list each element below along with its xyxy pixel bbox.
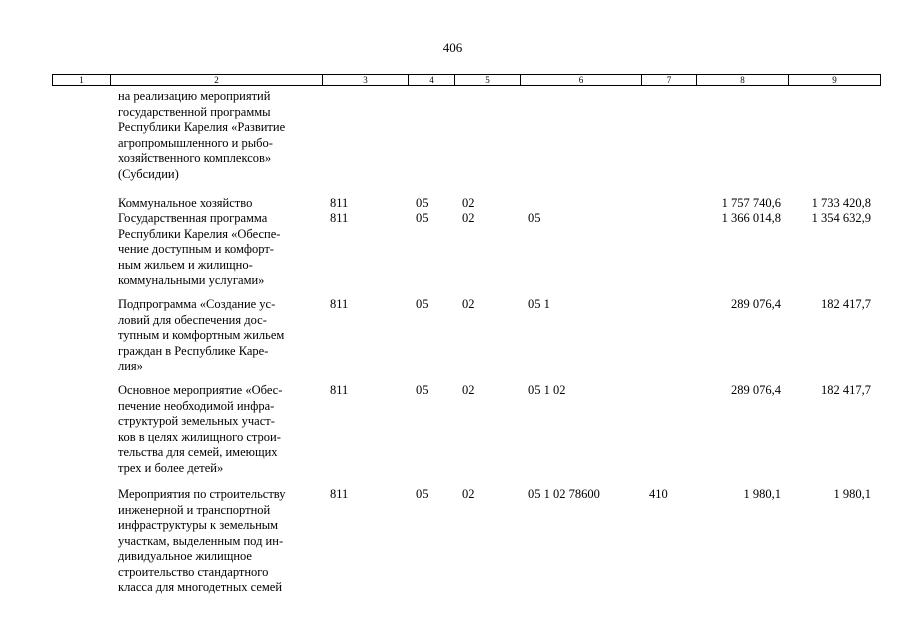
amount-col-9: 1 354 632,9 — [811, 211, 871, 225]
ministry-code: 811 — [330, 211, 349, 225]
ministry-code: 811 — [330, 297, 349, 311]
description-line: чение доступным и комфорт- — [118, 242, 274, 256]
amount-col-8: 1 757 740,6 — [721, 196, 781, 210]
header-col-6: 6 — [521, 75, 642, 86]
description-line: структурой земельных участ- — [118, 414, 275, 428]
subsection-code: 02 — [462, 196, 475, 210]
target-article-code: 05 1 02 78600 — [528, 487, 600, 501]
header-col-9: 9 — [789, 75, 881, 86]
amount-col-9: 182 417,7 — [821, 297, 871, 311]
target-article-code: 05 1 02 — [528, 383, 566, 397]
row-description — [118, 89, 328, 182]
description-line: Государственная программа — [118, 211, 268, 225]
description-line: лия» — [118, 359, 143, 373]
description-line: ловий для обеспечения дос- — [118, 312, 267, 327]
header-col-8: 8 — [697, 75, 789, 86]
description-line: инженерной и транспортной — [118, 502, 271, 517]
section-code: 05 — [416, 297, 429, 311]
target-article-code: 05 1 — [528, 297, 550, 311]
description-line: строительство стандартного — [118, 564, 269, 579]
target-article-code: 05 — [528, 211, 541, 225]
description-line: агропромышленного и рыбо- — [118, 135, 273, 150]
header-col-3: 3 — [323, 75, 409, 86]
header-col-1: 1 — [53, 75, 111, 86]
description-line: Подпрограмма «Создание ус- — [118, 297, 276, 311]
description-line: ков в целях жилищного строи- — [118, 429, 281, 444]
subsection-code: 02 — [462, 211, 475, 225]
description-line: класса для многодетных семей — [118, 580, 283, 594]
amount-col-8: 1 366 014,8 — [721, 211, 781, 225]
section-code: 05 — [416, 196, 429, 210]
description-line: дивидуальное жилищное — [118, 549, 252, 563]
description-line: (Субсидии) — [118, 166, 179, 181]
amount-col-8: 289 076,4 — [731, 383, 781, 397]
header-row — [53, 75, 881, 86]
section-code: 05 — [416, 383, 429, 397]
ministry-code: 811 — [330, 196, 349, 210]
description-line: трех и более детей» — [118, 460, 224, 475]
amount-col-9: 182 417,7 — [821, 383, 871, 397]
description-line: участкам, выделенным под ин- — [118, 533, 284, 548]
section-code: 05 — [416, 211, 429, 225]
page-number: 406 — [442, 40, 463, 55]
description-line: Республики Карелия «Обеспе- — [118, 226, 281, 241]
description-line: печение необходимой инфра- — [118, 398, 275, 413]
description-line: ным жильем и жилищно- — [118, 257, 253, 272]
column-header-table — [52, 74, 881, 86]
subsection-code: 02 — [462, 487, 475, 501]
description-line: граждан в Республике Каре- — [118, 343, 269, 358]
expense-type-code: 410 — [649, 487, 668, 501]
description-line: на реализацию мероприятий — [118, 89, 271, 103]
row-description — [118, 487, 328, 596]
amount-col-9: 1 980,1 — [833, 487, 871, 501]
description-line: Коммунальное хозяйство — [118, 196, 253, 210]
section-code: 05 — [416, 487, 429, 501]
amount-col-9: 1 733 420,8 — [811, 196, 871, 210]
header-col-5: 5 — [455, 75, 521, 86]
row-description — [118, 211, 328, 289]
subsection-code: 02 — [462, 297, 475, 311]
description-line: тупным и комфортным жильем — [118, 328, 285, 342]
amount-col-8: 289 076,4 — [731, 297, 781, 311]
description-line: инфраструктуры к земельным — [118, 518, 279, 532]
row-description — [118, 383, 328, 476]
description-line: тельства для семей, имеющих — [118, 445, 278, 459]
description-line: коммунальными услугами» — [118, 273, 265, 287]
ministry-code: 811 — [330, 487, 349, 501]
header-col-2: 2 — [111, 75, 323, 86]
row-description — [118, 297, 328, 375]
row-description — [118, 196, 328, 212]
description-line: Республики Карелия «Развитие — [118, 120, 286, 134]
header-col-7: 7 — [642, 75, 697, 86]
subsection-code: 02 — [462, 383, 475, 397]
description-line: хозяйственного комплексов» — [118, 151, 272, 165]
description-line: Мероприятия по строительству — [118, 487, 286, 501]
amount-col-8: 1 980,1 — [743, 487, 781, 501]
description-line: государственной программы — [118, 104, 271, 119]
ministry-code: 811 — [330, 383, 349, 397]
description-line: Основное мероприятие «Обес- — [118, 383, 283, 397]
header-col-4: 4 — [409, 75, 455, 86]
